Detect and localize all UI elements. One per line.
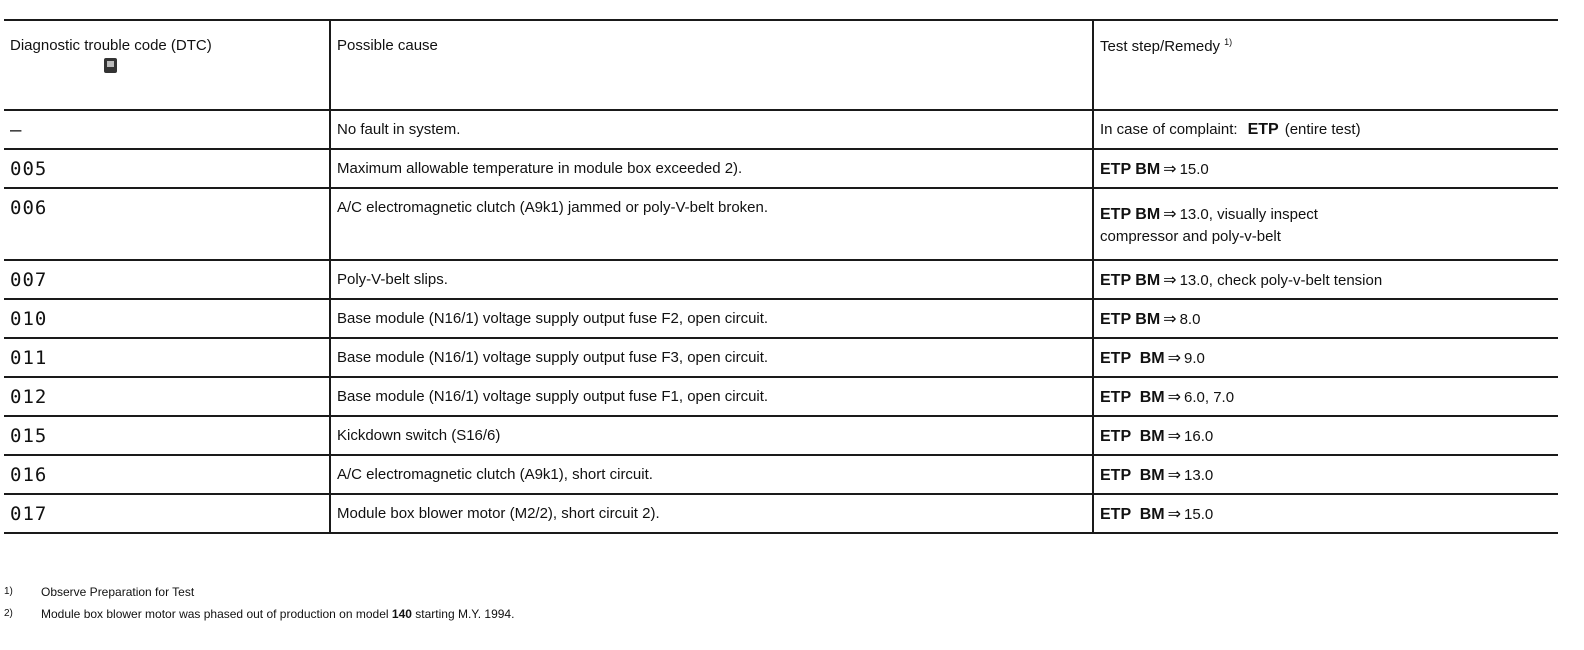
footnote-1 [4, 581, 1554, 603]
possible-cause: Kickdown switch (S16/6) [330, 416, 1093, 455]
remedy-detail: 13.0 [1184, 466, 1214, 484]
remedy-detail: 13.0, check poly-v-belt tension [1179, 271, 1383, 289]
dtc-code: – [4, 110, 330, 149]
footnote-text: Observe Preparation for Test [41, 585, 195, 599]
remedy-detail: 15.0 [1179, 160, 1209, 178]
test-step-remedy [1093, 494, 1558, 533]
possible-cause: Base module (N16/1) voltage supply output fuse F2, open circuit. [330, 299, 1093, 338]
table-row [4, 416, 1558, 455]
arrow-right-icon: ⇒ [1167, 505, 1182, 523]
remedy-etp: ETP BM [1100, 388, 1165, 406]
possible-cause: Maximum allowable temperature in module box exceeded 2). [330, 149, 1093, 188]
header-dtc [4, 20, 330, 110]
possible-cause: No fault in system. [330, 110, 1093, 149]
header-remedy-footnote: 1) [1224, 37, 1233, 47]
remedy-detail: 6.0, 7.0 [1184, 388, 1235, 406]
table-row [4, 377, 1558, 416]
test-step-remedy [1093, 149, 1558, 188]
remedy-etp: ETP BM [1100, 349, 1165, 367]
test-step-remedy [1093, 338, 1558, 377]
footnote-mark: 2) [4, 608, 13, 619]
remedy-etp: ETP BM [1100, 505, 1165, 523]
test-step-remedy [1093, 455, 1558, 494]
remedy-detail: 8.0 [1179, 310, 1201, 328]
dtc-code: 015 [4, 416, 330, 455]
remedy-etp: ETP BM [1100, 205, 1161, 223]
remedy-detail: 15.0 [1184, 505, 1214, 523]
arrow-right-icon: ⇒ [1163, 205, 1177, 223]
remedy-etp: ETP BM [1100, 310, 1161, 328]
arrow-right-icon: ⇒ [1163, 271, 1177, 289]
arrow-right-icon: ⇒ [1167, 349, 1182, 367]
footnote-2 [4, 603, 1554, 625]
tester-icon [104, 58, 117, 73]
footnote-text: Module box blower motor was phased out of production on model 140 starting M.Y. 1994. [41, 607, 515, 621]
test-step-remedy [1093, 188, 1558, 260]
table-row [4, 188, 1558, 260]
header-remedy-label: Test step/Remedy [1100, 38, 1221, 55]
dtc-table-body [4, 110, 1558, 533]
footnote-mark: 1) [4, 586, 13, 597]
possible-cause: Poly-V-belt slips. [330, 260, 1093, 299]
test-step-remedy [1093, 416, 1558, 455]
header-dtc-label: Diagnostic trouble code (DTC) [10, 37, 212, 54]
remedy-etp: ETP BM [1100, 427, 1165, 445]
table-row [4, 149, 1558, 188]
header-remedy [1093, 20, 1558, 110]
remedy-detail: (entire test) [1284, 120, 1361, 138]
table-row [4, 494, 1558, 533]
table-row [4, 110, 1558, 149]
dtc-code: 016 [4, 455, 330, 494]
arrow-right-icon: ⇒ [1163, 310, 1177, 328]
footnotes [4, 581, 1554, 625]
remedy-detail: 16.0 [1184, 427, 1214, 445]
possible-cause: A/C electromagnetic clutch (A9k1), short circuit. [330, 455, 1093, 494]
test-step-remedy [1093, 260, 1558, 299]
test-step-remedy [1093, 377, 1558, 416]
remedy-etp: ETP BM [1100, 466, 1165, 484]
table-header-row [4, 20, 1558, 110]
table-row [4, 260, 1558, 299]
remedy-etp: ETP [1247, 120, 1279, 138]
model-number: 140 [391, 607, 412, 621]
table-row [4, 338, 1558, 377]
test-step-remedy [1093, 299, 1558, 338]
dtc-code: 011 [4, 338, 330, 377]
possible-cause: Module box blower motor (M2/2), short circuit 2). [330, 494, 1093, 533]
possible-cause: Base module (N16/1) voltage supply output fuse F3, open circuit. [330, 338, 1093, 377]
dtc-table [4, 19, 1558, 534]
header-cause [330, 20, 1093, 110]
dtc-code: 005 [4, 149, 330, 188]
dtc-code: 012 [4, 377, 330, 416]
dtc-code: 006 [4, 188, 330, 260]
test-step-remedy [1093, 110, 1558, 149]
remedy-detail: 13.0, visually inspect [1179, 205, 1318, 223]
dtc-code: 010 [4, 299, 330, 338]
arrow-right-icon: ⇒ [1163, 160, 1177, 178]
dtc-code: 007 [4, 260, 330, 299]
arrow-right-icon: ⇒ [1167, 388, 1182, 406]
remedy-detail-line2: compressor and poly-v-belt [1100, 227, 1281, 245]
dtc-code: 017 [4, 494, 330, 533]
remedy-prefix: In case of complaint: [1100, 120, 1238, 138]
remedy-detail: 9.0 [1184, 349, 1205, 367]
table-row [4, 299, 1558, 338]
remedy-etp: ETP BM [1100, 271, 1161, 289]
table-row [4, 455, 1558, 494]
arrow-right-icon: ⇒ [1167, 427, 1182, 445]
possible-cause: A/C electromagnetic clutch (A9k1) jammed or poly-V-belt broken. [330, 188, 1093, 260]
header-cause-label: Possible cause [337, 37, 438, 54]
possible-cause: Base module (N16/1) voltage supply output fuse F1, open circuit. [330, 377, 1093, 416]
arrow-right-icon: ⇒ [1167, 466, 1182, 484]
remedy-etp: ETP BM [1100, 160, 1161, 178]
